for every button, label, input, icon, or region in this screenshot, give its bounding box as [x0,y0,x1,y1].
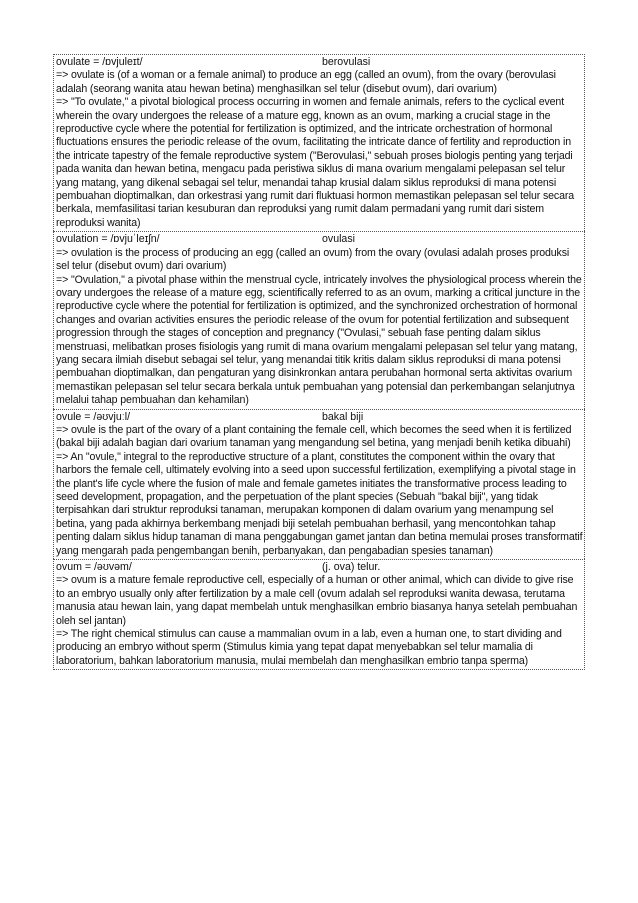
entry-term: ovulate = /ɒvjuleɪt/ [56,56,143,68]
entry-translation: ovulasi [322,233,355,246]
entry-definition: => ovule is the part of the ovary of a plant containing the female cell, which becomes the seed when it is fertilized (bakal biji adalah bagian dari ovarium tanaman yang mengandung sel betina, yang menjadi benih ketika dibuahi) [56,423,572,450]
entry-elaboration: => "To ovulate," a pivotal biological process occurring in women and female animals, refers to the cyclical event wherein the ovary undergoes the release of a mature egg, known as an ovum, marking a crucial stage in the reproductive cycle where the potential for fertilization is optimized, and the intricate orchestration of hormonal fluctuations ensures the periodic release of the ovum, facilitating the intricate dance of fertility and reproduction in the intricate tapestry of the female reproductive system ("Berovulasi," sebuah proses biologis penting yang terjadi pada wanita dan hewan betina, mengacu pada peristiwa siklus di mana ovarium mengalami pelepasan sel telur yang matang, yang dikenal sebagai sel telur, menandai tahap krusial dalam siklus reproduksi di mana potensi pembuahan dioptimalkan, dan orkestrasi yang rumit dari fluktuasi hormon memastikan pelepasan sel telur secara berkala, memfasilitasi tarian kesuburan dan reproduksi yang rumit dalam permadani yang rumit dari sistem reproduksi wanita) [56,96,575,229]
entry-header [56,56,583,69]
entry-definition: => ovulate is (of a woman or a female animal) to produce an egg (called an ovum), from the ovary (berovulasi adalah (seorang wanita atau hewan betina) menghasilkan sel telur (disebut ovum), dari ovarium) [56,69,556,95]
entry-elaboration: => An "ovule," integral to the reproductive structure of a plant, constitutes the component within the ovary that harbors the female cell, ultimately evolving into a seed upon successful fertilization, exemplifying a pivotal stage in the plant's life cycle where the fusion of male and female gametes initiates the transformative process leading to seed development, propagation, and the perpetuation of the plant species (Sebuah "bakal biji", yang tidak terpisahkan dari struktur reproduksi tanaman, merupakan komponen di dalam ovarium yang menampung sel betina, yang pada akhirnya berkembang menjadi biji setelah pembuahan berhasil, yang mencontohkan tahap penting dalam siklus hidup tanaman di mana penggabungan gamet jantan dan betina memulai proses transformatif yang mengarah pada pengembangan benih, perbanyakan, dan pengabadian spesies tanaman) [56,450,583,557]
entry-definition: => ovum is a mature female reproductive cell, especially of a human or other animal, which can divide to give rise to an embryo usually only after fertilization by a male cell (ovum adalah sel reproduksi wanita dewasa, terutama manusia atau hewan lain, yang dapat membelah untuk menghasilkan embrio biasanya hanya setelah pembuahan oleh sel jantan) [56,574,578,627]
entry-ovule [53,409,585,559]
entry-header [56,233,583,246]
entry-term: ovule = /əʊvjuːl/ [56,410,131,423]
entry-translation: berovulasi [322,56,371,68]
entry-header [56,561,583,574]
vocabulary-list [53,54,585,670]
entry-translation: bakal biji [322,410,364,423]
entry-term: ovulation = /ɒvjuˈleɪʃn/ [56,233,160,246]
entry-term: ovum = /əʊvəm/ [56,561,132,574]
entry-elaboration: => The right chemical stimulus can cause a mammalian ovum in a lab, even a human one, to start dividing and producing an embryo without sperm (Stimulus kimia yang tepat dapat menyebabkan sel telur mamalia di laboratorium, bahkan laboratorium manusia, mulai membelah dan menghasilkan embrio tanpa sperma) [56,628,562,667]
entry-translation: (j. ova) telur. [322,561,381,574]
entry-ovulate [53,54,585,231]
entry-header [56,411,583,424]
entry-elaboration: => "Ovulation," a pivotal phase within the menstrual cycle, intricately involves the physiological process wherein the ovary undergoes the release of a mature egg, scientifically referred to as an ovum, marking a critical juncture in the reproductive cycle where the potential for fertilization is optimized, and the synchronized orchestration of hormonal changes and ovarian activities ensures the periodic release of the ovum for potential fertilization and subsequent progression through the stages of conception and pregnancy ("Ovulasi," sebuah fase penting dalam siklus menstruasi, melibatkan proses fisiologis yang rumit di mana ovarium mengalami pelepasan sel telur yang matang, yang secara ilmiah disebut sebagai sel telur, yang menandai titik kritis dalam siklus reproduksi di mana potensi pembuahan dioptimalkan, dan pengaturan yang disinkronkan antara perubahan hormonal serta aktivitas ovarium memastikan pelepasan sel telur secara berkala untuk pembuahan yang potensial dan perkembangan selanjutnya melalui tahap pembuahan dan kehamilan) [56,273,582,407]
entry-ovum [53,559,585,670]
entry-definition: => ovulation is the process of producing an egg (called an ovum) from the ovary (ovulasi adalah proses produksi sel telur (disebut ovum) dari ovarium) [56,246,570,273]
entry-ovulation [53,231,585,408]
